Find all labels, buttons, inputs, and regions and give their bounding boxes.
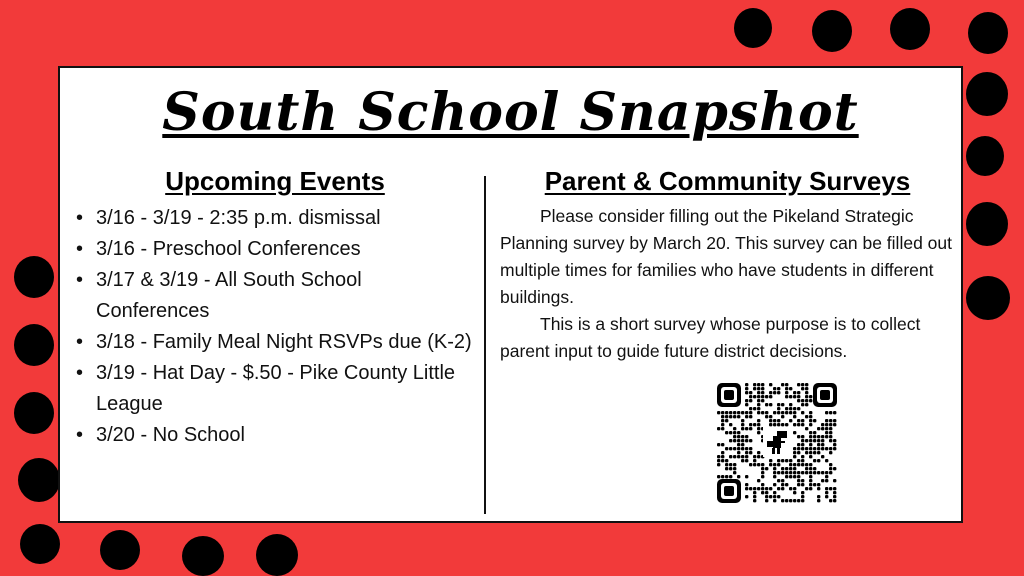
survey-paragraph: This is a short survey whose purpose is to collect parent input to guide future district decisions.	[500, 314, 921, 361]
decorative-dot	[18, 458, 60, 502]
decorative-dot	[100, 530, 140, 570]
decorative-dot	[14, 392, 54, 434]
list-item: • 3/16 - Preschool Conferences	[70, 234, 480, 265]
qr-code[interactable]	[715, 381, 839, 505]
decorative-dot	[20, 524, 60, 564]
survey-paragraph: Please consider filling out the Pikeland Strategic Planning survey by March 20. This survey can be filled out multiple times for families who have students in different buildings.	[500, 206, 952, 307]
events-list	[70, 203, 480, 451]
events-column	[70, 166, 480, 451]
decorative-dot	[966, 136, 1004, 176]
decorative-dot	[812, 10, 852, 52]
dinosaur-icon	[763, 427, 791, 457]
decorative-dot	[734, 8, 772, 48]
list-item: • 3/17 & 3/19 - All South School Conferences	[70, 265, 480, 327]
decorative-dot	[14, 256, 54, 298]
list-item: • 3/16 - 3/19 - 2:35 p.m. dismissal	[70, 203, 480, 234]
decorative-dot	[890, 8, 930, 50]
decorative-dot	[256, 534, 298, 576]
list-item: • 3/20 - No School	[70, 420, 480, 451]
decorative-dot	[966, 72, 1008, 116]
column-divider	[484, 176, 486, 514]
decorative-dot	[966, 202, 1008, 246]
decorative-dot	[966, 276, 1010, 320]
surveys-heading: Parent & Community Surveys	[544, 166, 911, 196]
decorative-dot	[968, 12, 1008, 54]
surveys-column	[500, 166, 955, 365]
decorative-dot	[182, 536, 224, 576]
decorative-dot	[14, 324, 54, 366]
list-item: • 3/18 - Family Meal Night RSVPs due (K-2)	[70, 327, 480, 358]
events-heading: Upcoming Events	[165, 166, 385, 196]
list-item: • 3/19 - Hat Day - $.50 - Pike County Little League	[70, 358, 480, 420]
snapshot-card	[58, 66, 963, 523]
page-title: South School Snapshot	[162, 82, 859, 143]
